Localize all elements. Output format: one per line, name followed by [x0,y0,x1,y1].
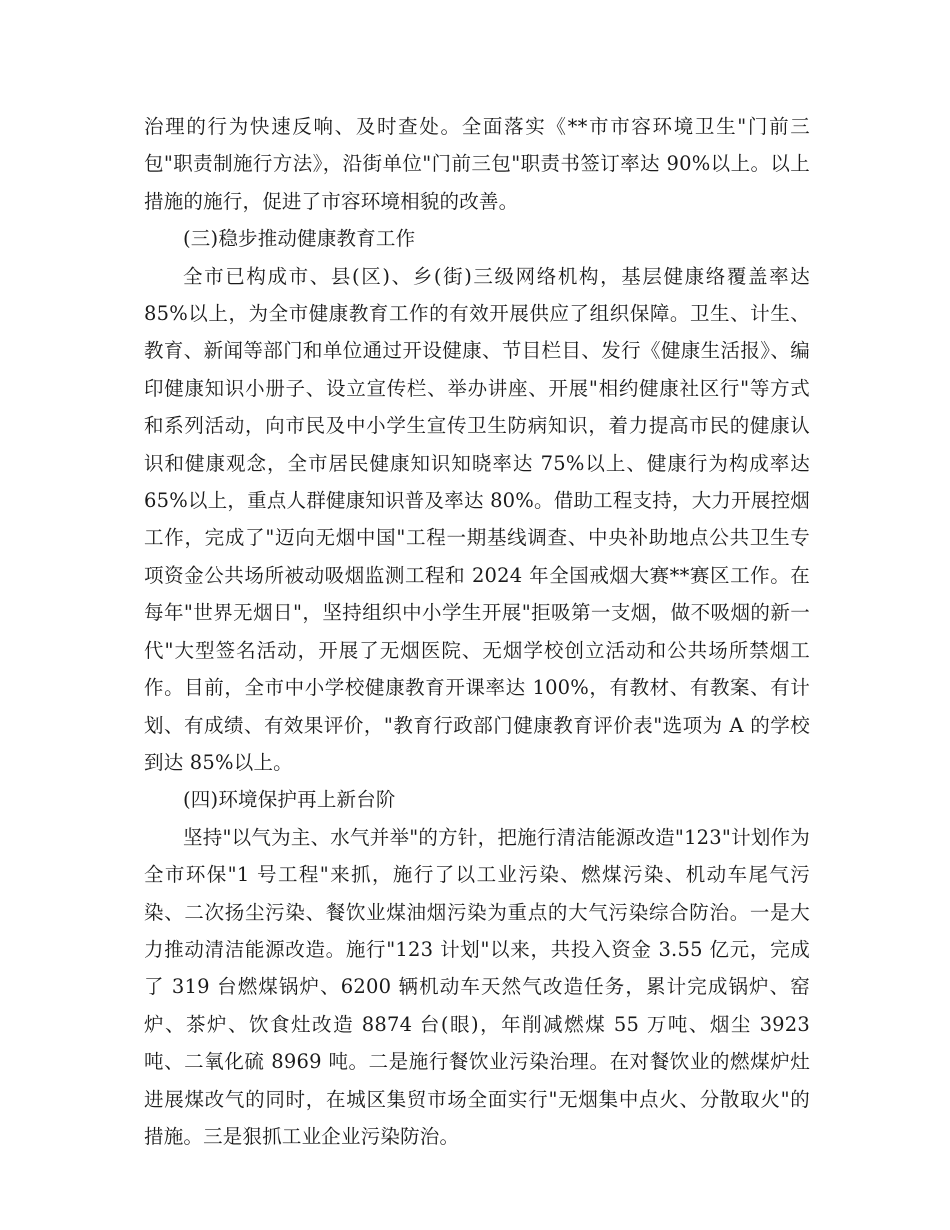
body-paragraph-health-education: 全市已构成市、县(区)、乡(街)三级网络机构，基层健康络覆盖率达 85%以上，为全市健康教育工作的有效开展供应了组织保障。卫生、计生、教育、新闻等部门和单位通过开设健康、节目栏目、发行《健康生活报》、编印健康知识小册子、设立宣传栏、举办讲座、开展"相约健康社区行"等方式和系列活动，向市民及中小学生宣传卫生防病知识，着力提高市民的健康认识和健康观念，全市居民健康知识知晓率达 75%以上、健康行为构成率达 65%以上，重点人群健康知识普及率达 80%。借助工程支持，大力开展控烟工作，完成了"迈向无烟中国"工程一期基线调查、中央补助地点公共卫生专项资金公共场所被动吸烟监测工程和 2024 年全国戒烟大赛**赛区工作。在每年"世界无烟日"，坚持组织中小学生开展"拒吸第一支烟，做不吸烟的新一代"大型签名活动，开展了无烟医院、无烟学校创立活动和公共场所禁烟工作。目前，全市中小学校健康教育开课率达 100%，有教材、有教案、有计划、有成绩、有效果评价，"教育行政部门健康教育评价表"选项为 A 的学校到达 85%以上。 [144,264,810,774]
body-paragraph-continuation: 治理的行为快速反响、及时查处。全面落实《**市市容环境卫生"门前三包"职责制施行方法》，沿街单位"门前三包"职责书签订率达 90%以上。以上措施的施行，促进了市容环境相貌的改善。 [144,115,810,213]
section-heading-health-education: (三)稳步推动健康教育工作 [183,227,416,251]
document-body [144,108,810,1155]
section-heading-environment: (四)环境保护再上新台阶 [183,788,396,812]
body-paragraph-environment: 坚持"以气为主、水气并举"的方针，把施行清洁能源改造"123"计划作为全市环保"1 号工程"来抓，施行了以工业污染、燃煤污染、机动车尾气污染、二次扬尘污染、餐饮业煤油烟污染为重点的大气污染综合防治。一是大力推动清洁能源改造。施行"123 计划"以来，共投入资金 3.55 亿元，完成了 319 台燃煤锅炉、6200 辆机动车天然气改造任务，累计完成锅炉、窑炉、茶炉、饮食灶改造 8874 台(眼)，年削减燃煤 55 万吨、烟尘 3923 吨、二氧化硫 8969 吨。二是施行餐饮业污染治理。在对餐饮业的燃煤炉灶进展煤改气的同时，在城区集贸市场全面实行"无烟集中点火、分散取火"的措施。三是狠抓工业企业污染防治。 [144,825,810,1148]
